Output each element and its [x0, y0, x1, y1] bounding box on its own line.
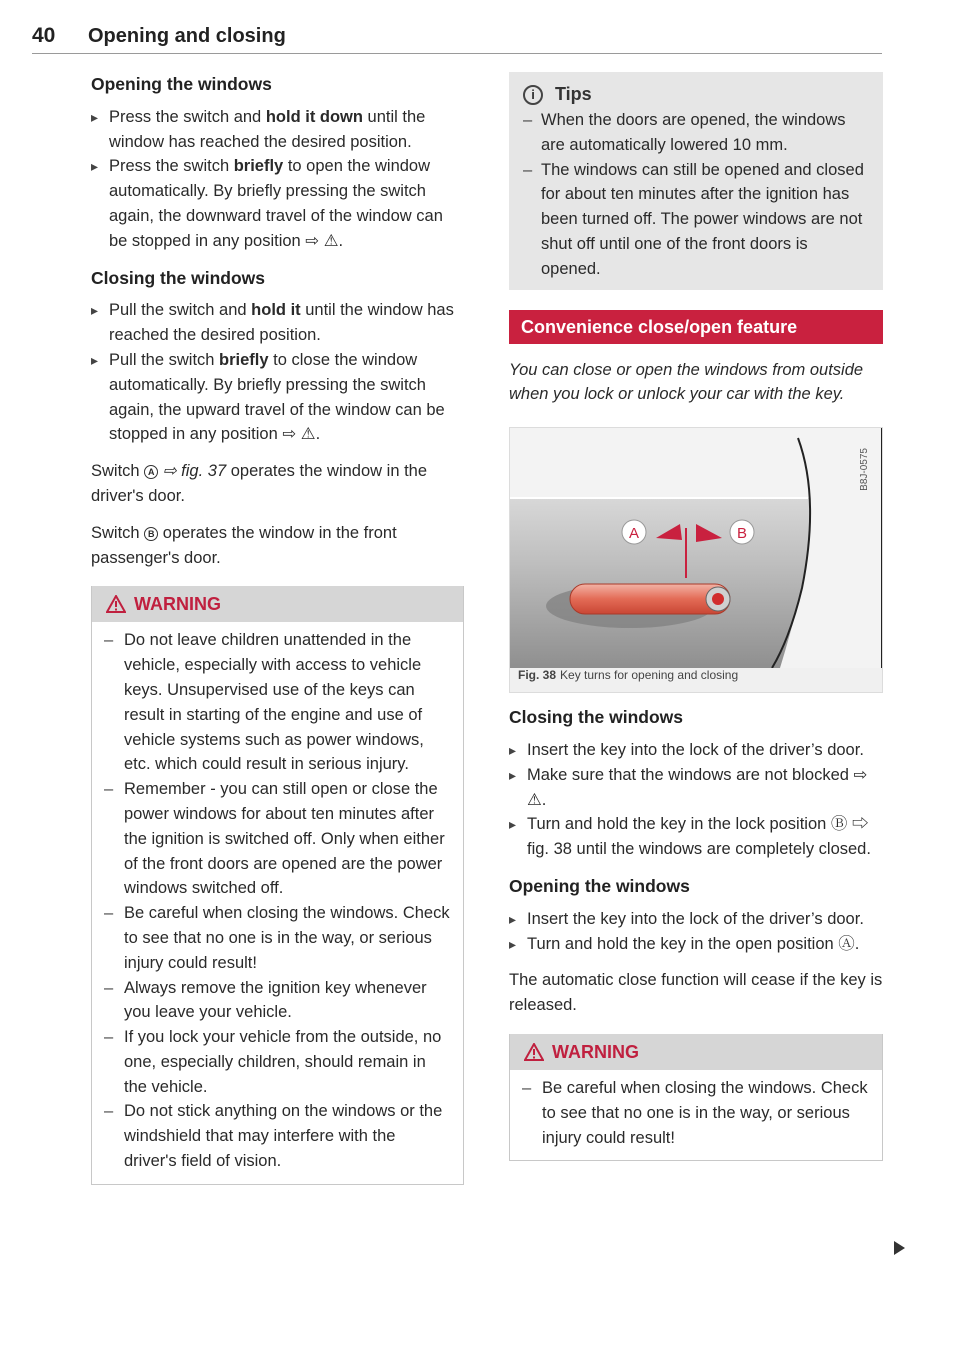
list-item: ▸ Pull the switch briefly to close the window automatically. By briefly pressing the switch again, the upward travel of the window can be stopped in any position ⇨ ⚠.	[91, 348, 464, 447]
list-item: – Remember - you can still open or close the power windows for about ten minutes after the ignition is switched off. Only when either of the front doors are opened are the power windows switched off.	[104, 777, 451, 901]
figure-38	[509, 427, 883, 693]
list-item: ▸ Press the switch briefly to open the window automatically. By briefly pressing the switch again, the downward travel of the window can be stopped in any position ⇨ ⚠.	[91, 154, 464, 253]
fig-label-a: A	[628, 525, 640, 543]
page-number: 40	[32, 24, 56, 47]
opening-windows-heading-right: Opening the windows	[509, 875, 690, 896]
switch-a-marker: A	[144, 465, 158, 479]
warning-header: WARNING	[92, 586, 463, 622]
list-item: – Always remove the ignition key whenever you leave your vehicle.	[104, 976, 451, 1026]
list-item: – Be careful when closing the windows. Check to see that no one is in the way, or serious injury could result!	[522, 1076, 870, 1150]
warning-box-right	[509, 1034, 883, 1161]
tips-list	[523, 108, 869, 282]
warning-triangle-icon	[524, 1043, 544, 1061]
warning-triangle-icon	[106, 595, 126, 613]
door-handle-illustration	[510, 428, 882, 668]
list-item: ▸ Turn and hold the key in the lock position Ⓑ ⇨ fig. 38 until the windows are completely closed.	[509, 812, 883, 862]
closing-steps-list	[509, 738, 883, 862]
page-header	[32, 24, 882, 54]
opening-steps-list	[509, 907, 883, 957]
right-column	[509, 72, 883, 1161]
list-item: – Be careful when closing the windows. Check to see that no one is in the way, or serious injury could result!	[104, 901, 451, 975]
switch-b-marker: B	[144, 527, 158, 541]
chapter-title: Opening and closing	[88, 25, 286, 47]
opening-windows-list	[91, 105, 464, 254]
list-item: ▸ Make sure that the windows are not blocked ⇨ ⚠.	[509, 763, 883, 813]
continue-arrow-icon	[894, 1241, 905, 1255]
section-intro: You can close or open the windows from outside when you lock or unlock your car with the key.	[509, 360, 864, 404]
section-title: Convenience close/open feature	[509, 310, 883, 344]
figure-code: B8J-0575	[859, 448, 871, 491]
fig-label-b: B	[736, 525, 748, 543]
warning-list	[104, 628, 451, 1174]
release-note: The automatic close function will cease if the key is released.	[509, 971, 883, 1015]
warning-box-left	[91, 586, 464, 1185]
switch-a-text: Switch A ⇨ fig. 37 operates the window in the driver's door.	[91, 462, 428, 505]
opening-windows-heading: Opening the windows	[91, 74, 272, 94]
closing-windows-heading: Closing the windows	[91, 267, 266, 288]
list-item: – Do not stick anything on the windows or the windshield that may interfere with the driver's field of vision.	[104, 1099, 451, 1173]
list-item: ▸ Insert the key into the lock of the driver’s door.	[509, 907, 883, 932]
switch-b-text: Switch B operates the window in the front passenger's door.	[91, 523, 397, 567]
list-item: – When the doors are opened, the windows are automatically lowered 10 mm.	[523, 108, 869, 158]
tips-box	[509, 72, 883, 290]
left-column	[91, 72, 464, 1185]
list-item: – Do not leave children unattended in the vehicle, especially with access to vehicle keys. Unsupervised use of the keys can result in starting of the engine and use of vehicle systems such as power windows, etc. which could result in serious injury.	[104, 628, 451, 777]
figure-caption: Fig. 38 Key turns for opening and closing	[518, 668, 739, 683]
info-icon: i	[523, 85, 543, 105]
list-item: ▸ Pull the switch and hold it until the window has reached the desired position.	[91, 298, 464, 348]
tips-header: i Tips	[523, 80, 869, 108]
closing-windows-heading-right: Closing the windows	[509, 707, 684, 728]
closing-windows-list	[91, 298, 464, 447]
list-item: ▸ Turn and hold the key in the open position Ⓐ.	[509, 932, 883, 957]
list-item: – If you lock your vehicle from the outside, no one, especially children, should remain in the vehicle.	[104, 1025, 451, 1099]
warning-list	[522, 1076, 870, 1150]
list-item: ▸ Press the switch and hold it down until the window has reached the desired position.	[91, 105, 464, 155]
list-item: ▸ Insert the key into the lock of the driver’s door.	[509, 738, 883, 763]
warning-header: WARNING	[510, 1034, 882, 1070]
list-item: – The windows can still be opened and closed for about ten minutes after the ignition has been turned off. The power windows are not shut off until one of the front doors is opened.	[523, 158, 869, 282]
